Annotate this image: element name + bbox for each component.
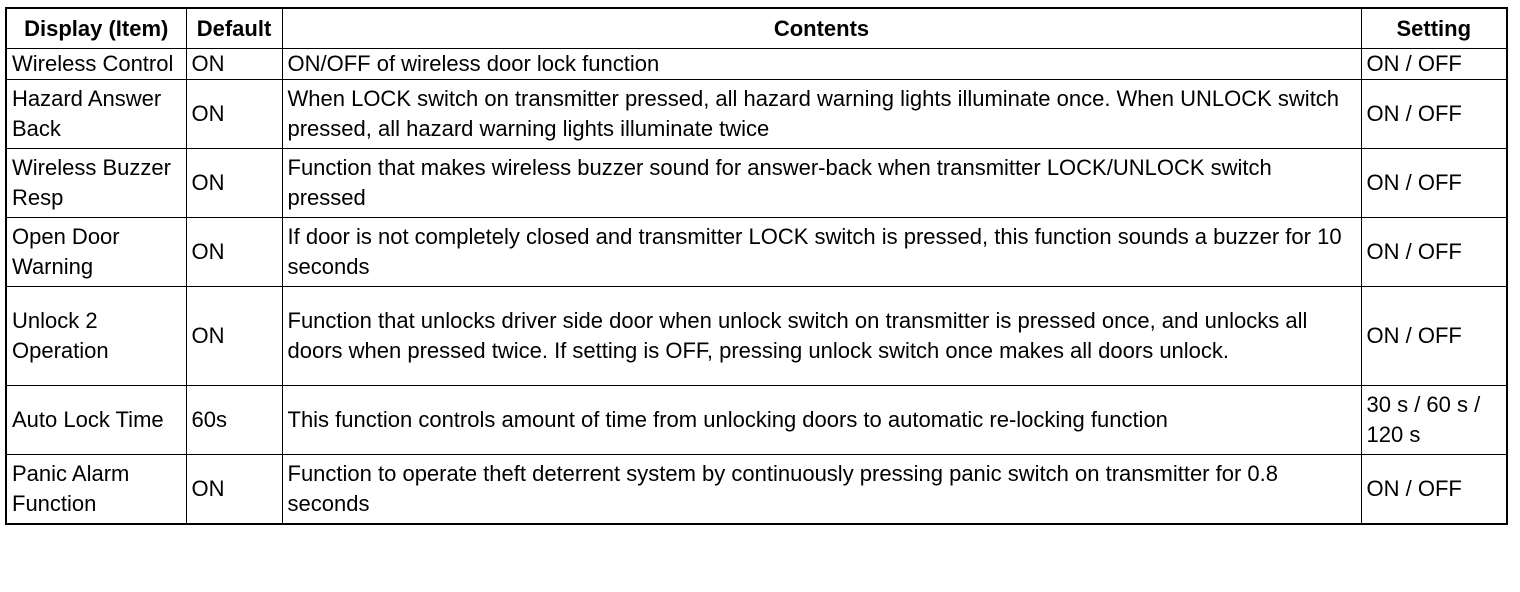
item-cell: Panic Alarm Function bbox=[6, 455, 186, 525]
header-setting: Setting bbox=[1361, 8, 1507, 49]
table-row bbox=[6, 149, 1507, 218]
header-contents: Contents bbox=[282, 8, 1361, 49]
contents-cell: Function that unlocks driver side door when unlock switch on transmitter is pressed once, and unlocks all doors when pressed twice. If setting is OFF, pressing unlock switch once makes all doors unlock. bbox=[282, 287, 1361, 386]
default-cell: ON bbox=[186, 149, 282, 218]
default-cell: ON bbox=[186, 455, 282, 525]
table-row bbox=[6, 287, 1507, 386]
contents-cell: This function controls amount of time from unlocking doors to automatic re-locking function bbox=[282, 386, 1361, 455]
header-display-item: Display (Item) bbox=[6, 8, 186, 49]
table-row bbox=[6, 49, 1507, 80]
contents-cell: ON/OFF of wireless door lock function bbox=[282, 49, 1361, 80]
table-row bbox=[6, 80, 1507, 149]
header-default: Default bbox=[186, 8, 282, 49]
default-cell: ON bbox=[186, 49, 282, 80]
item-cell: Wireless Buzzer Resp bbox=[6, 149, 186, 218]
default-cell: ON bbox=[186, 80, 282, 149]
table-row bbox=[6, 218, 1507, 287]
default-cell: 60s bbox=[186, 386, 282, 455]
item-cell: Unlock 2 Operation bbox=[6, 287, 186, 386]
setting-cell: ON / OFF bbox=[1361, 218, 1507, 287]
table-row bbox=[6, 455, 1507, 525]
setting-cell: ON / OFF bbox=[1361, 80, 1507, 149]
default-cell: ON bbox=[186, 287, 282, 386]
setting-cell: ON / OFF bbox=[1361, 287, 1507, 386]
contents-cell: Function that makes wireless buzzer sound for answer-back when transmitter LOCK/UNLOCK switch pressed bbox=[282, 149, 1361, 218]
table-row bbox=[6, 386, 1507, 455]
item-cell: Auto Lock Time bbox=[6, 386, 186, 455]
item-cell: Wireless Control bbox=[6, 49, 186, 80]
contents-cell: Function to operate theft deterrent system by continuously pressing panic switch on transmitter for 0.8 seconds bbox=[282, 455, 1361, 525]
header-row bbox=[6, 8, 1507, 49]
setting-cell: ON / OFF bbox=[1361, 149, 1507, 218]
setting-cell: 30 s / 60 s / 120 s bbox=[1361, 386, 1507, 455]
setting-cell: ON / OFF bbox=[1361, 49, 1507, 80]
settings-table bbox=[5, 7, 1508, 525]
item-cell: Open Door Warning bbox=[6, 218, 186, 287]
default-cell: ON bbox=[186, 218, 282, 287]
contents-cell: When LOCK switch on transmitter pressed, all hazard warning lights illuminate once. When UNLOCK switch pressed, all hazard warning lights illuminate twice bbox=[282, 80, 1361, 149]
setting-cell: ON / OFF bbox=[1361, 455, 1507, 525]
contents-cell: If door is not completely closed and transmitter LOCK switch is pressed, this function sounds a buzzer for 10 seconds bbox=[282, 218, 1361, 287]
item-cell: Hazard Answer Back bbox=[6, 80, 186, 149]
